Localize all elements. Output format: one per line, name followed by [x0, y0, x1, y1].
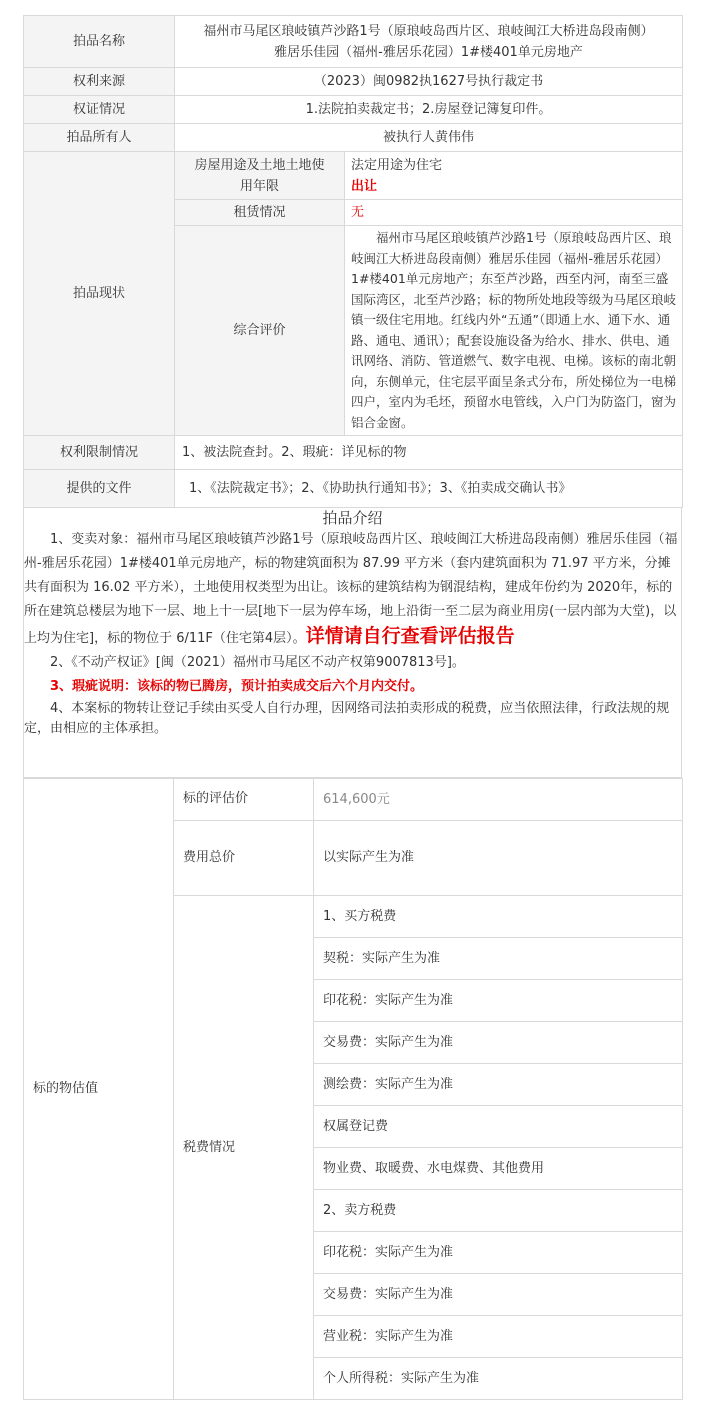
owner-label: 拍品所有人 [24, 124, 175, 152]
owner-value: 被执行人黄伟伟 [175, 124, 683, 152]
tax-item: 印花税：实际产生为准 [314, 980, 683, 1022]
fee-total-value: 以实际产生为准 [314, 821, 683, 896]
tax-item: 个人所得税：实际产生为准 [314, 1358, 683, 1400]
intro-title: 拍品介绍 [322, 509, 383, 527]
intro-paragraph-1: 1、变卖对象：福州市马尾区琅岐镇芦沙路1号（原琅岐岛西片区、琅岐闽江大桥进岛段南侧）雅居乐佳园（福州-雅居乐花园）1#楼401单元房地产，标的物建筑面积为 87.99 平方米（套内建筑面积为 71.97 平方米，分摊共有面积为 16.02 平方米），土地使用权类型为出让。该标的建筑结构为钢混结构，建成年份约为 2020年，标的所在建筑总楼层为地下一层、地上十一层[地下一层为停车场，地上沿街一至二层为商业用房(一层内部为大堂)，以上均为住宅]，标的物位于 6/11F（住宅第4层）。详情请自行查看评估报告 [24, 532, 678, 647]
report-highlight: 详情请自行查看评估报告 [305, 625, 515, 647]
certificate-label: 权证情况 [24, 96, 175, 124]
lease-label: 租赁情况 [175, 200, 345, 226]
rights-source-label: 权利来源 [24, 68, 175, 96]
tax-item: 交易费：实际产生为准 [314, 1022, 683, 1064]
documents-value: 1、《法院裁定书》；2、《协助执行通知书》；3、《拍卖成交确认书》 [175, 470, 683, 508]
documents-label: 提供的文件 [24, 470, 175, 508]
tax-item: 测绘费：实际产生为准 [314, 1064, 683, 1106]
evaluation-label: 综合评价 [175, 226, 345, 436]
intro-paragraph-3: 3、瑕疵说明：该标的物已腾房，预计拍卖成交后六个月内交付。 [50, 679, 424, 694]
item-name-value: 福州市马尾区琅岐镇芦沙路1号（原琅岐岛西片区、琅岐闽江大桥进岛段南侧） 雅居乐佳园（福州-雅居乐花园）1#楼401单元房地产 [175, 16, 683, 68]
appraisal-label: 标的评估价 [174, 779, 314, 821]
lease-value: 无 [345, 200, 683, 226]
tax-item: 营业税：实际产生为准 [314, 1316, 683, 1358]
usage-value: 法定用途为住宅 出让 [345, 152, 683, 200]
fee-total-label: 费用总价 [174, 821, 314, 896]
valuation-section-label: 标的物估值 [24, 779, 174, 1400]
tax-item: 契税：实际产生为准 [314, 938, 683, 980]
intro-paragraph-2: 2、《不动产权证》[闽（2021）福州市马尾区不动产权第9007813号]。 [50, 655, 465, 670]
evaluation-value: 福州市马尾区琅岐镇芦沙路1号（原琅岐岛西片区、琅岐闽江大桥进岛段南侧）雅居乐佳园（福州-雅居乐花园）1#楼401单元房地产；东至芦沙路，西至内河，南至三盛国际湾区，北至芦沙路；标的物所处地段等级为马尾区琅岐镇一级住宅用地。红线内外“五通”（即通上水、通下水、通路、通电、通讯）；配套设施设备为给水、排水、供电、通讯网络、消防、管道燃气、数字电视、电梯。该标的南北朝向，东侧单元，住宅层平面呈条式分布，所处梯位为一电梯四户，室内为毛坯，预留水电管线，入户门为防盗门，窗为铝合金窗。 [345, 226, 683, 436]
intro-paragraph-4: 4、本案标的物转让登记手续由买受人自行办理，因网络司法拍卖形成的税费，应当依照法律，行政法规的规定，由相应的主体承担。 [24, 701, 670, 736]
appraisal-value: 614,600元 [314, 779, 683, 821]
rights-source-value: （2023）闽0982执1627号执行裁定书 [175, 68, 683, 96]
property-info-table [23, 15, 683, 508]
tax-item: 1、买方税费 [314, 896, 683, 938]
usage-label: 房屋用途及土地土地使 用年限 [175, 152, 345, 200]
tax-item: 印花税：实际产生为准 [314, 1232, 683, 1274]
tax-item: 权属登记费 [314, 1106, 683, 1148]
status-label: 拍品现状 [24, 152, 175, 436]
item-introduction [23, 507, 682, 778]
valuation-table [23, 778, 683, 1400]
certificate-value: 1.法院拍卖裁定书；2.房屋登记簿复印件。 [175, 96, 683, 124]
tax-item: 物业费、取暖费、水电煤费、其他费用 [314, 1148, 683, 1190]
rights-limit-value: 1、被法院查封。2、瑕疵：详见标的物 [175, 436, 683, 470]
tax-item: 2、卖方税费 [314, 1190, 683, 1232]
tax-item: 交易费：实际产生为准 [314, 1274, 683, 1316]
item-name-label: 拍品名称 [24, 16, 175, 68]
rights-limit-label: 权利限制情况 [24, 436, 175, 470]
tax-label: 税费情况 [174, 896, 314, 1400]
